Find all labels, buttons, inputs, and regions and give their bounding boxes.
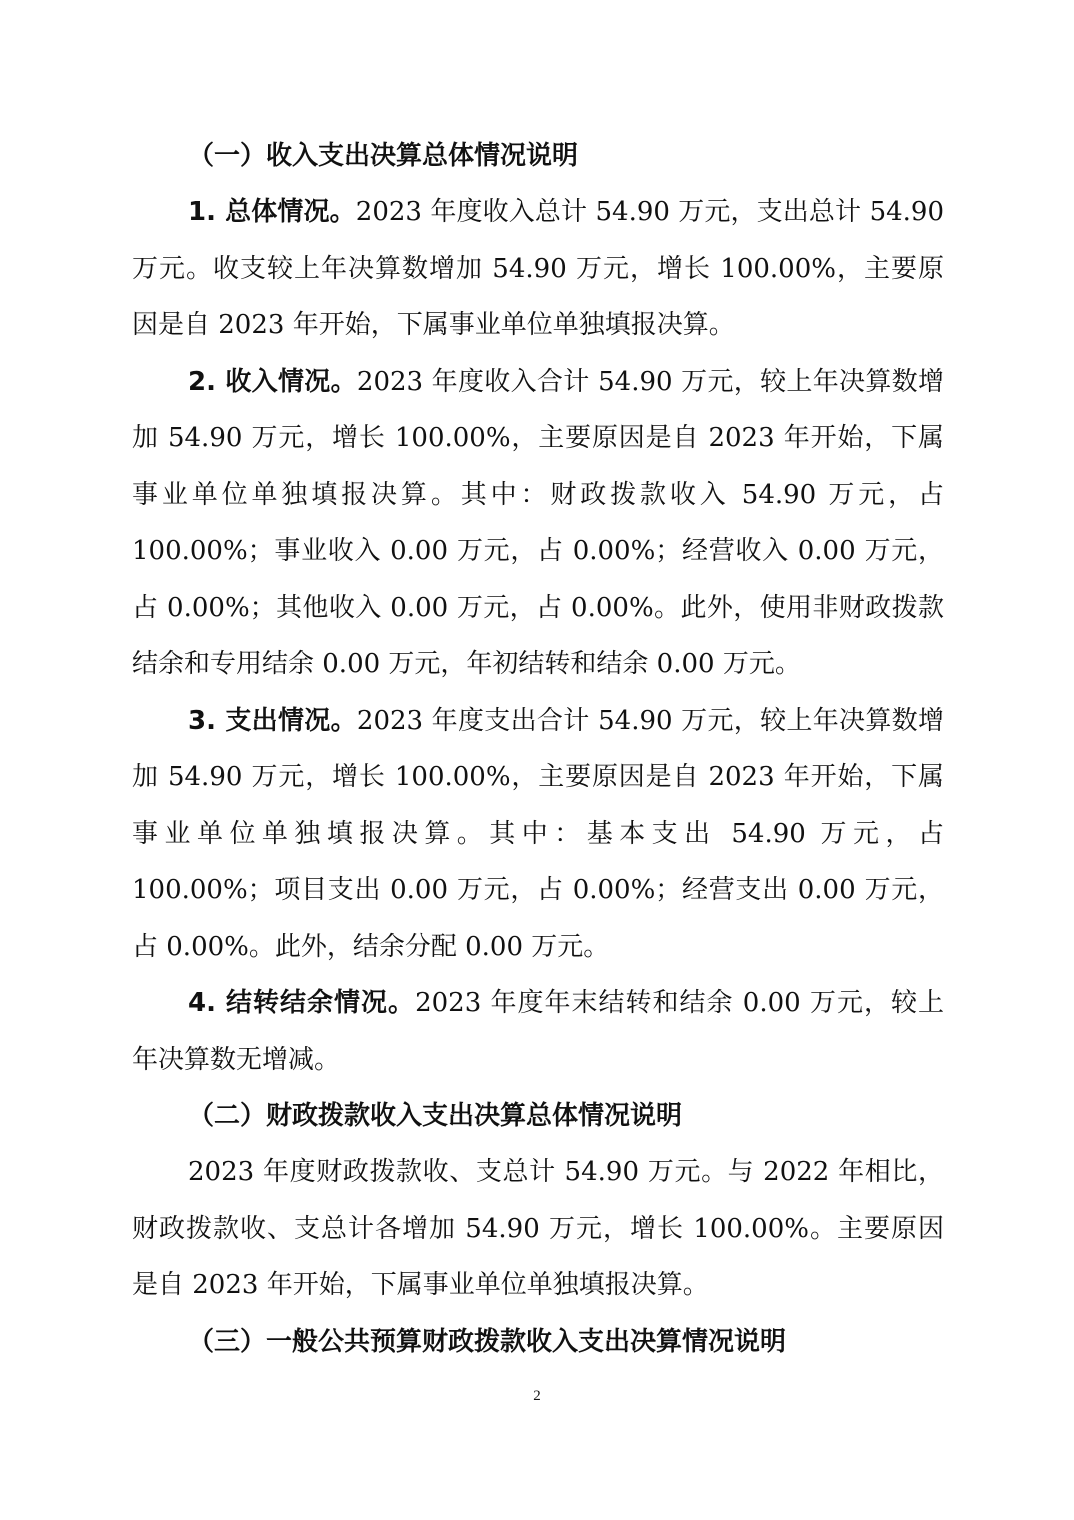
- paragraph-body: 2023 年度收入合计 54.90 万元，较上年决算数增加 54.90 万元，增长 100.00%，主要原因是自 2023 年开始，下属事业单位单独填报决算。其中：财政拨款收入 54.90 万元，占 100.00%；事业收入 0.00 万元，占 0.00%；经营收入 0.00 万元，占 0.00%；其他收入 0.00 万元，占 0.00%。此外，使用非财政拨款结余和专用结余 0.00 万元，年初结转和结余 0.00 万元。: [132, 366, 944, 679]
- paragraph-lead: 1. 总体情况。: [188, 197, 356, 227]
- paragraph-lead: 4. 结转结余情况。: [188, 988, 416, 1018]
- paragraph-lead: 3. 支出情况。: [188, 705, 357, 736]
- paragraph-lead: 2. 收入情况。: [188, 366, 357, 397]
- paragraph-body: 2023 年度支出合计 54.90 万元，较上年决算数增加 54.90 万元，增长 100.00%，主要原因是自 2023 年开始，下属事业单位单独填报决算。其中：基本支出 54.90 万元，占 100.00%；项目支出 0.00 万元，占 0.00%；经营支出 0.00 万元，占 0.00%。此外，结余分配 0.00 万元。: [132, 705, 944, 962]
- paragraph-expenditure: [132, 693, 944, 976]
- section-heading-2: （二）财政拨款收入支出决算总体情况说明: [188, 1101, 683, 1131]
- paragraph-income: [132, 354, 944, 693]
- paragraph-overall: [132, 184, 944, 354]
- document-page: [132, 128, 944, 1370]
- paragraph-body: 2023 年度收入总计 54.90 万元，支出总计 54.90 万元。收支较上年决算数增加 54.90 万元，增长 100.00%，主要原因是自 2023 年开始，下属事业单位单独填报决算。: [132, 197, 944, 340]
- section-heading-1: （一）收入支出决算总体情况说明: [188, 141, 579, 171]
- paragraph-fiscal-appropriation: 2023 年度财政拨款收、支总计 54.90 万元。与 2022 年相比，财政拨款收、支总计各增加 54.90 万元，增长 100.00%。主要原因是自 2023 年开始，下属事业单位单独填报决算。: [132, 1157, 944, 1300]
- paragraph-carryover: [132, 975, 944, 1088]
- paragraph-body: 2023 年度年末结转和结余 0.00 万元，较上年决算数无增减。: [132, 988, 944, 1075]
- section-heading-3: （三）一般公共预算财政拨款收入支出决算情况说明: [188, 1326, 787, 1357]
- page-number: 2: [533, 1388, 541, 1404]
